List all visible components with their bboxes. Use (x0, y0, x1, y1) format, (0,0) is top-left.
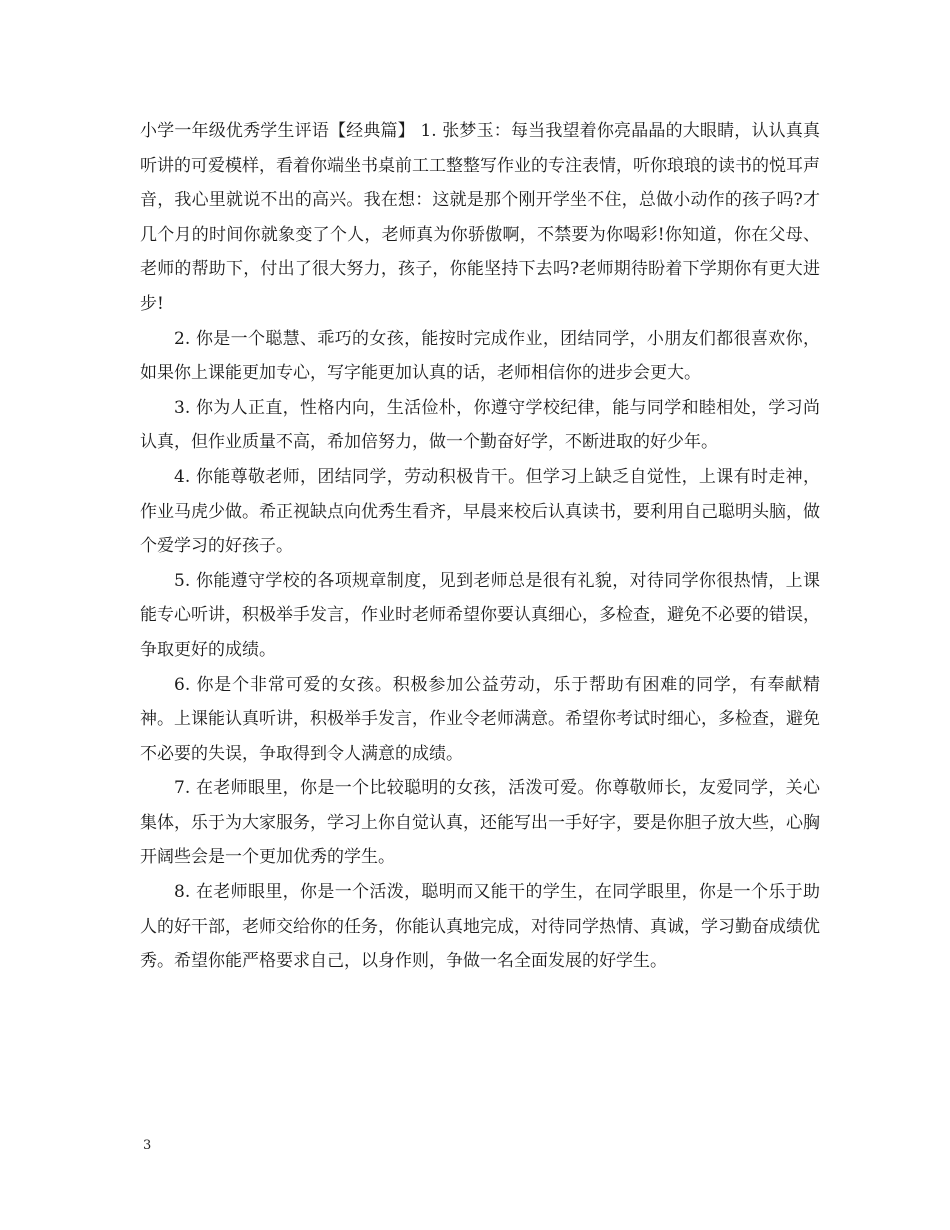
paragraph-1 (140, 114, 820, 322)
paragraph-5: 5. 你能遵守学校的各项规章制度，见到老师总是很有礼貌，对待同学你很热情，上课能专心听讲，积极举手发言，作业时老师希望你要认真细心，多检查，避免不必要的错误，争取更好的成绩。 (140, 570, 820, 660)
document-body (140, 114, 820, 979)
paragraph-8: 8. 在老师眼里，你是一个活泼，聪明而又能干的学生，在同学眼里，你是一个乐于助人的好干部，老师交给你的任务，你能认真地完成，对待同学热情、真诚，学习勤奋成绩优秀。希望你能严格要求自己，以身作则，争做一名全面发展的好学生。 (140, 882, 820, 972)
paragraph-4: 4. 你能尊敬老师，团结同学，劳动积极肯干。但学习上缺乏自觉性，上课有时走神，作业马虎少做。希正视缺点向优秀生看齐，早晨来校后认真读书，要利用自己聪明头脑，做个爱学习的好孩子。 (140, 466, 820, 557)
paragraph-6: 6. 你是个非常可爱的女孩。积极参加公益劳动，乐于帮助有困难的同学，有奉献精神。上课能认真听讲，积极举手发言，作业令老师满意。希望你考试时细心，多检查，避免不必要的失误，争取得到令人满意的成绩。 (140, 674, 820, 764)
paragraph-7: 7. 在老师眼里，你是一个比较聪明的女孩，活泼可爱。你尊敬师长，友爱同学，关心集体，乐于为大家服务，学习上你自觉认真，还能写出一手好字，要是你胆子放大些，心胸开阔些会是一个更加优秀的学生。 (140, 778, 820, 868)
paragraph-1-text: 1. 张梦玉：每当我望着你亮晶晶的大眼睛，认认真真听讲的可爱模样，看着你端坐书桌前工工整整写作业的专注表情，听你琅琅的读书的悦耳声音，我心里就说不出的高兴。我在想：这就是那个刚开学坐不住，总做小动作的孩子吗?才几个月的时间你就象变了个人，老师真为你骄傲啊，不禁要为你喝彩!你知道，你在父母、老师的帮助下，付出了很大努力，孩子，你能坚持下去吗?老师期待盼着下学期你有更大进步! (140, 121, 821, 314)
paragraph-2: 2. 你是一个聪慧、乖巧的女孩，能按时完成作业，团结同学，小朋友们都很喜欢你，如果你上课能更加专心，写字能更加认真的话，老师相信你的进步会更大。 (140, 328, 820, 384)
document-title: 小学一年级优秀学生评语【经典篇】 (140, 121, 415, 141)
page-number: 3 (143, 1138, 152, 1153)
paragraph-3: 3. 你为人正直，性格内向，生活俭朴，你遵守学校纪律，能与同学和睦相处，学习尚认真，但作业质量不高，希加倍努力，做一个勤奋好学，不断进取的好少年。 (140, 397, 820, 453)
